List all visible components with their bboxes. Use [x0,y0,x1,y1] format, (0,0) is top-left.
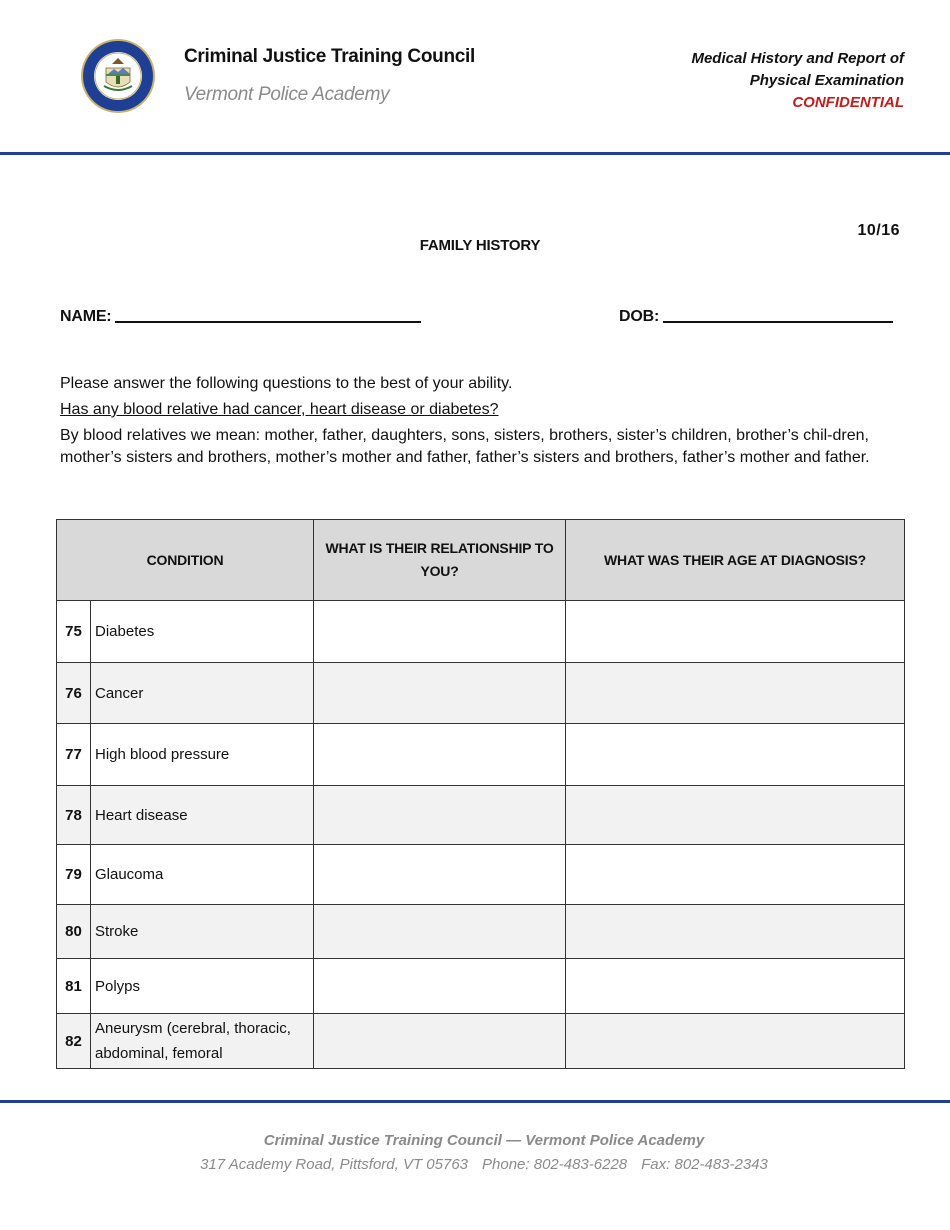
relationship-cell[interactable] [314,959,566,1014]
row-number: 77 [57,724,91,786]
age-cell[interactable] [566,845,905,905]
table-row [57,905,905,959]
table-row [57,959,905,1014]
age-cell[interactable] [566,786,905,845]
table-row [57,663,905,724]
relationship-header: WHAT IS THEIR RELATIONSHIP TO YOU? [314,520,566,601]
confidential-label: CONFIDENTIAL [792,94,904,111]
row-number: 79 [57,845,91,905]
age-cell[interactable] [566,905,905,959]
document-title-line1: Medical History and Report of [691,50,904,67]
table-header-row [57,520,905,601]
condition-label: Polyps [91,959,314,1014]
row-number: 76 [57,663,91,724]
relationship-cell[interactable] [314,786,566,845]
instructions [60,373,910,473]
condition-header: CONDITION [57,520,314,601]
row-number: 75 [57,601,91,663]
age-cell[interactable] [566,663,905,724]
name-input-line[interactable] [115,305,421,323]
condition-label: Glaucoma [91,845,314,905]
footer-address: 317 Academy Road, Pittsford, VT 05763 [200,1156,469,1173]
relationship-cell[interactable] [314,1014,566,1069]
family-history-question: Has any blood relative had cancer, heart disease or diabetes? [60,401,499,418]
relationship-cell[interactable] [314,724,566,786]
age-cell[interactable] [566,1014,905,1069]
family-history-table [56,519,905,1069]
age-cell[interactable] [566,724,905,786]
footer-fax: Fax: 802-483-2343 [641,1156,768,1173]
name-field[interactable] [60,305,421,326]
dob-input-line[interactable] [663,305,893,323]
condition-label: High blood pressure [91,724,314,786]
condition-label: Stroke [91,905,314,959]
table-row [57,724,905,786]
row-number: 80 [57,905,91,959]
table-row [57,1014,905,1069]
org-title: Criminal Justice Training Council [184,46,475,67]
table-row [57,845,905,905]
footer-phone: Phone: 802-483-6228 [482,1156,628,1173]
row-number: 81 [57,959,91,1014]
relationship-cell[interactable] [314,905,566,959]
row-number: 78 [57,786,91,845]
footer-contact-line [0,1156,950,1173]
age-cell[interactable] [566,959,905,1014]
name-label: NAME: [60,308,112,325]
condition-label: Aneurysm (cerebral, thoracic, abdominal, femoral [91,1014,314,1069]
relationship-cell[interactable] [314,663,566,724]
footer-org-line: Criminal Justice Training Council — Vermont Police Academy [263,1132,705,1149]
table-row [57,601,905,663]
instruction-line: Please answer the following questions to the best of your ability. [60,375,513,392]
age-header: WHAT WAS THEIR AGE AT DIAGNOSIS? [566,520,905,601]
org-subtitle: Vermont Police Academy [184,84,390,105]
footer-divider [0,1100,950,1103]
blood-relatives-definition: By blood relatives we mean: mother, father, daughters, sons, sisters, brothers, sister’s children, brother’s chil-dren, mother’s sisters and brothers, mother’s mother and father, father’s sisters and brothers, father’s mother and father. [60,427,870,466]
header-divider [0,152,950,155]
row-number: 82 [57,1014,91,1069]
document-title-line2: Physical Examination [749,72,904,89]
section-title: FAMILY HISTORY [419,237,541,254]
condition-label: Diabetes [91,601,314,663]
vermont-seal-logo [80,38,156,114]
condition-label: Cancer [91,663,314,724]
dob-field[interactable] [619,305,893,326]
document-title [691,48,904,114]
relationship-cell[interactable] [314,845,566,905]
page-number: 10/16 [857,222,900,239]
relationship-cell[interactable] [314,601,566,663]
condition-label: Heart disease [91,786,314,845]
table-row [57,786,905,845]
dob-label: DOB: [619,308,660,325]
age-cell[interactable] [566,601,905,663]
